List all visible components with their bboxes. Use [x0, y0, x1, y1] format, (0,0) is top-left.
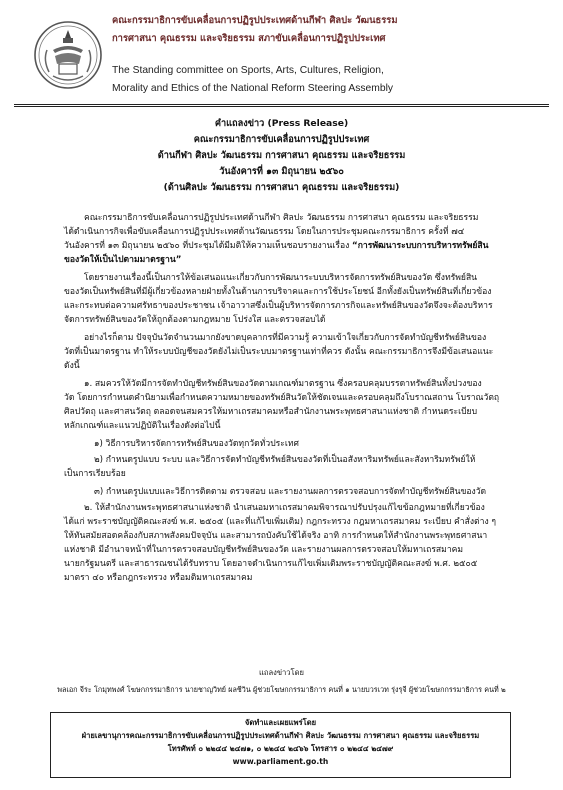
committee-name-thai-line1: คณะกรรมาธิการขับเคลื่อนการปฏิรูปประเทศด้านกีฬา ศิลปะ วัฒนธรรม — [112, 15, 398, 26]
body-line: ได้แก่ พระราชบัญญัติคณะสงฆ์ พ.ศ. ๒๕๐๕ (และที่แก้ไขเพิ่มเติม) กฎกระทรวง กฎมหาเถรสมาคม ระเบียบ คำสั่งต่าง ๆ — [64, 517, 497, 527]
recommendation-1: ๑. สมควรให้วัดมีการจัดทำบัญชีทรัพย์สินของวัดตามเกณฑ์มาตรฐาน ซึ่งครอบคลุมบรรดาทรัพย์สินทั้งปวงของ — [84, 379, 482, 389]
body-line: คณะกรรมาธิการขับเคลื่อนการปฏิรูปประเทศด้านกีฬา ศิลปะ วัฒนธรรม การศาสนา คุณธรรม และจริยธรรม — [84, 213, 479, 223]
title-line-1: คำแถลงข่าว (Press Release) — [214, 118, 349, 129]
body-line: โดยรายงานเรื่องนี้เป็นการให้ข้อเสนอแนะเกี่ยวกับการพัฒนาระบบบริหารจัดการทรัพย์สินของวัด ซึ่งทรัพย์สิน — [84, 273, 478, 283]
body-line: นายกรัฐมนตรี และสาธารณชนได้รับทราบ โดยอาจดำเนินการแก้ไขเพิ่มเติมพระราชบัญญัติคณะสงฆ์ พ.ศ. ๒๕๐๕ — [64, 559, 478, 569]
committee-name-english-line1: The Standing committee on Sports, Arts, Cultures, Religion, — [112, 65, 384, 76]
press-release-title — [0, 116, 563, 196]
title-line-2: คณะกรรมาธิการขับเคลื่อนการปฏิรูปประเทศ — [193, 134, 370, 145]
body-line: แห่งชาติ มีอำนาจหน้าที่ในการตรวจสอบบัญชีทรัพย์สินของวัด และรายงานผลการตรวจสอบให้มหาเถรสมาคม — [64, 545, 464, 555]
title-line-5: (ด้านศิลปะ วัฒนธรรม การศาสนา คุณธรรม และจริยธรรม) — [163, 182, 400, 193]
publisher-website-link[interactable]: www.parliament.go.th — [232, 757, 329, 766]
publisher-box — [50, 712, 511, 778]
body-text-span: วันอังคารที่ ๑๓ มิถุนายน ๒๕๖๐ ที่ประชุมได้มีมติให้ความเห็นชอบรายงานเรื่อง — [64, 241, 353, 251]
body-line: วัด โดยการกำหนดคำนิยามเพื่อกำหนดความหมายของทรัพย์สินวัดให้ชัดเจนและครอบคลุมถึงโบราณสถาน โบราณวัตถุ — [64, 393, 500, 403]
title-line-date: วันอังคารที่ ๑๓ มิถุนายน ๒๕๖๐ — [219, 166, 344, 177]
publisher-phone: โทรศัพท์ ๐ ๒๒๔๔ ๒๔๗๑, ๐ ๒๒๔๔ ๒๔๖๖ โทรสาร ๐ ๒๒๔๔ ๒๔๗๙ — [167, 744, 394, 753]
parliament-emblem-icon — [33, 20, 103, 90]
body-line: ดังนี้ — [64, 361, 80, 371]
report-title-part1: “การพัฒนาระบบการบริหารทรัพย์สิน — [352, 241, 489, 251]
body-line: ให้ทันสมัยสอดคล้องกับสภาพสังคมปัจจุบัน และสามารถบังคับใช้ได้จริง อาทิ การกำหนดให้สำนักงานพระพุทธศาสนา — [64, 531, 488, 541]
body-line: วัดที่เป็นมาตรฐาน ทำให้ระบบบัญชีของวัดยังไม่เป็นระบบมาตรฐานเท่าที่ควร ดังนั้น คณะกรรมาธิการจึงมีข้อเสนอแนะ — [64, 347, 494, 357]
committee-name-english-line2: Morality and Ethics of the National Reform Steering Assembly — [112, 83, 394, 94]
body-line: เป็นการเรียบร้อย — [64, 469, 126, 479]
body-line: มาตรา ๔๐ หรือกฎกระทรวง หรือมติมหาเถรสมาคม — [64, 573, 253, 583]
body-line: จัดการทรัพย์สินของวัดให้ถูกต้องตามกฎหมาย โปร่งใส และตรวจสอบได้ — [64, 315, 326, 325]
signature-label: แถลงข่าวโดย — [258, 668, 305, 677]
body-line: และกระทบต่อความศรัทธาของประชาชน เจ้าอาวาสซึ่งเป็นผู้บริหารจัดการภารกิจและทรัพย์สินของวัดจึงจะต้องบริหาร — [64, 301, 493, 311]
header-divider-thin — [14, 106, 549, 107]
body-line: หลักเกณฑ์และแนวปฏิบัติในเรื่องดังต่อไปนี้ — [64, 421, 221, 431]
body-line: ของวัดเป็นทรัพย์สินที่มีผู้เกี่ยวข้องหลายฝ่ายทั้งในด้านการบริจาคและการใช้ประโยชน์ อีกทั้งยังเป็นทรัพย์สินที่เกี่ยวข้อง — [64, 287, 492, 297]
sub-item-3: ๓) กำหนดรูปแบบและวิธีการติดตาม ตรวจสอบ และรายงานผลการตรวจสอบการจัดทำบัญชีทรัพย์สินของวัด — [94, 487, 487, 497]
body-line — [64, 240, 489, 252]
body-line: ได้ดำเนินการกิจเพื่อขับเคลื่อนการปฏิรูปประเทศด้านวัฒนธรรม โดยในการประชุมคณะกรรมาธิการ ครั้งที่ ๗๔ — [64, 227, 465, 237]
publisher-name: ฝ่ายเลขานุการคณะกรรมาธิการขับเคลื่อนการปฏิรูปประเทศด้านกีฬา ศิลปะ วัฒนธรรม การศาสนา คุณธรรม และจริยธรรม — [81, 731, 480, 740]
letterhead — [0, 0, 563, 108]
sub-item-1: ๑) วิธีการบริหารจัดการทรัพย์สินของวัดทุกวัดทั่วประเทศ — [94, 439, 299, 449]
header-divider — [14, 104, 549, 105]
body-line: ศิลปวัตถุ และศาสนวัตถุ ตลอดจนสมควรให้มหาเถรสมาคมหรือสำนักงานพระพุทธศาสนาแห่งชาติ กำหนดระเบียบ — [64, 407, 478, 417]
recommendation-2: ๒. ให้สำนักงานพระพุทธศาสนาแห่งชาติ นำเสนอมหาเถรสมาคมพิจารณาปรับปรุงแก้ไขข้อกฎหมายที่เกี่ยวข้อง — [84, 503, 485, 513]
body-line: อย่างไรก็ตาม ปัจจุบันวัดจำนวนมากยังขาดบุคลากรที่มีความรู้ ความเข้าใจเกี่ยวกับการจัดทำบัญชีทรัพย์สินของ — [84, 333, 487, 343]
publisher-heading: จัดทำและเผยแพร่โดย — [244, 718, 317, 727]
spokesperson-names: พลเอก จีระ โกมุทพงศ์ โฆษกกรรมาธิการ นายชาญวิทย์ ผลชีวิน ผู้ช่วยโฆษกกรรมาธิการ คนที่ ๑ นายบวรเวท รุ่งรุจี ผู้ช่วยโฆษกกรรมาธิการ คนที่ ๒ — [57, 685, 506, 694]
committee-name-thai-line2: การศาสนา คุณธรรม และจริยธรรม สภาขับเคลื่อนการปฏิรูปประเทศ — [112, 33, 386, 44]
title-line-3: ด้านกีฬา ศิลปะ วัฒนธรรม การศาสนา คุณธรรม และจริยธรรม — [157, 150, 406, 161]
report-title-part2: ของวัดให้เป็นไปตามมาตรฐาน” — [64, 255, 182, 265]
sub-item-2: ๒) กำหนดรูปแบบ ระบบ และวิธีการจัดทำบัญชีทรัพย์สินของวัดที่เป็นอสังหาริมทรัพย์และสังหาริมทรัพย์ให้ — [94, 455, 476, 465]
